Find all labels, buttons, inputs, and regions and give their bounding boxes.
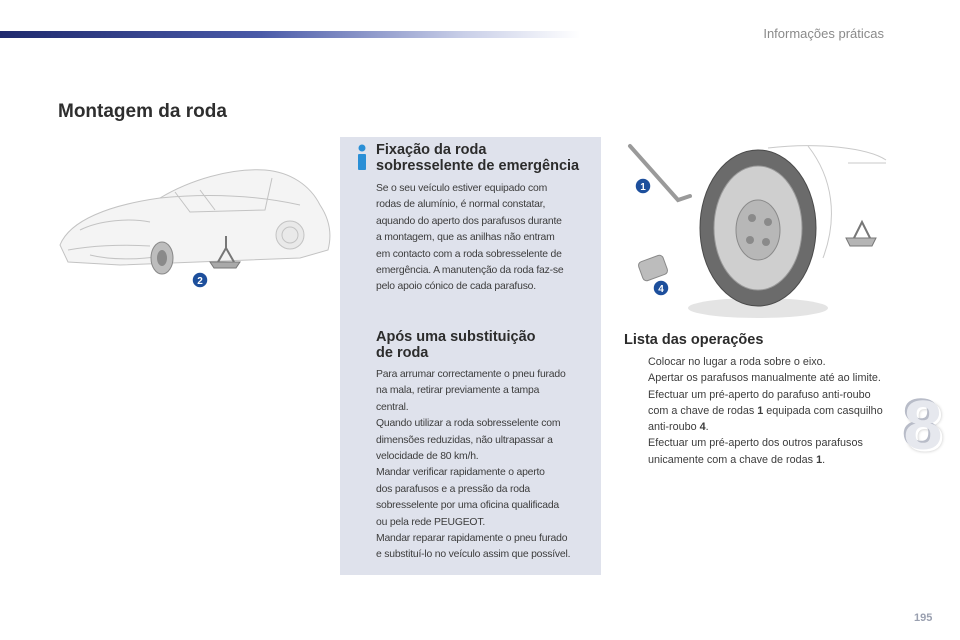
- operations-list: [624, 354, 886, 468]
- list-item: Apertar os parafusos manualmente até ao limite.: [648, 372, 881, 385]
- list-item: Efectuar um pré-aperto dos outros parafusos unicamente com a chave de rodas 1.: [648, 437, 863, 466]
- panel-paragraph-after-change: Para arrumar correctamente o pneu furado na mala, retirar previamente a tampa central. Quando utilizar a roda sobresselente com dimensões reduzidas, não ultrapassar a velocidade de 80 km/h. Mandar verificar rapidamente o aperto dos parafusos e a pressão da roda sobresselente por uma oficina qualificada ou pela rede PEUGEOT. Mandar reparar rapidamente o pneu furado e substituí-lo no veículo assim que possível.: [376, 369, 571, 561]
- panel-paragraph-spare-wheel: Se o seu veículo estiver equipado com rodas de alumínio, é normal constatar, aquando do aperto dos parafusos durante a montagem, que as anilhas não entram em contacto com a roda sobresselente de emergência. A manutenção da roda faz-se pelo apoio cónico de cada parafuso.: [376, 183, 564, 293]
- panel-heading-after-change: Após uma substituição de roda: [376, 329, 536, 361]
- info-icon: [352, 143, 372, 173]
- wheel-wrench-illustration: [618, 138, 888, 320]
- wheel-hub-shape: [151, 242, 173, 274]
- wheel-callout-1-label: 1: [640, 182, 646, 193]
- socket-shape: [637, 254, 668, 282]
- operations-title: Lista das operações: [624, 332, 764, 348]
- car-jack-illustration: [50, 150, 335, 300]
- section-label: Informações práticas: [763, 26, 884, 41]
- car-callout-label: 2: [197, 276, 203, 287]
- header-gradient-bar: [0, 31, 580, 38]
- spare-wheel-shape: [700, 150, 816, 306]
- page-number: 195: [914, 612, 933, 624]
- page-title: Montagem da roda: [58, 101, 227, 122]
- wheel-callout-4-label: 4: [658, 284, 664, 295]
- callout-2: [192, 272, 208, 288]
- list-item: Colocar no lugar a roda sobre o eixo.: [648, 356, 826, 368]
- panel-heading-spare-wheel: Fixação da roda sobresselente de emergência: [376, 142, 580, 174]
- chapter-number: 8: [903, 386, 943, 464]
- list-item: Efectuar um pré-aperto do parafuso anti-roubo com a chave de rodas 1 equipada com casquilho anti-roubo 4.: [648, 388, 883, 434]
- callout-4: [653, 280, 669, 296]
- info-panel: [340, 137, 601, 575]
- callout-1: [635, 178, 651, 194]
- jack-shape-2: [846, 222, 876, 246]
